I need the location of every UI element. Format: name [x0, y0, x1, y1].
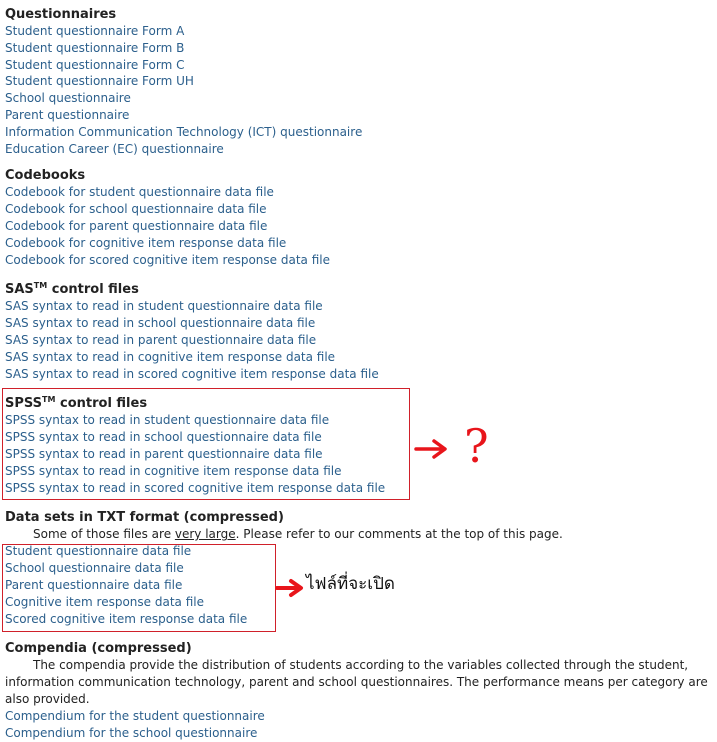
sas-heading-suffix: control files: [47, 282, 139, 298]
questionnaire-link[interactable]: Parent questionnaire: [5, 107, 130, 122]
sas-heading: [5, 281, 715, 298]
questionnaire-link[interactable]: School questionnaire: [5, 91, 131, 106]
compendium-link[interactable]: Compendium for the student questionnaire: [5, 709, 265, 724]
note-text: Some of those files are: [33, 527, 175, 542]
spss-syntax-link[interactable]: SPSS syntax to read in school questionnaire data file: [5, 430, 322, 445]
spss-highlight-box: [2, 388, 410, 500]
very-large-text: very large: [174, 527, 236, 542]
txt-files-highlight-box: [2, 544, 276, 632]
spss-syntax-link[interactable]: SPSS syntax to read in student questionnaire data file: [5, 413, 330, 428]
sas-syntax-link[interactable]: SAS syntax to read in parent questionnaire data file: [5, 332, 317, 347]
questionnaire-link[interactable]: Student questionnaire Form UH: [5, 74, 194, 89]
trademark-sup: TM: [33, 281, 48, 291]
data-file-link[interactable]: Scored cognitive item response data file: [5, 611, 248, 626]
spss-syntax-link[interactable]: SPSS syntax to read in parent questionnaire data file: [5, 446, 323, 461]
arrow-right-icon: [275, 578, 305, 598]
questionnaire-link[interactable]: Information Communication Technology (ICT) questionnaire: [5, 124, 363, 139]
questionnaires-heading: Questionnaires: [5, 7, 117, 22]
data-file-link[interactable]: Parent questionnaire data file: [5, 577, 183, 592]
sas-syntax-link[interactable]: SAS syntax to read in student questionnaire data file: [5, 299, 323, 314]
arrow-right-icon: [414, 438, 448, 460]
codebook-link[interactable]: Codebook for parent questionnaire data file: [5, 218, 268, 233]
sas-syntax-link[interactable]: SAS syntax to read in school questionnaire data file: [5, 316, 316, 331]
questionnaire-link[interactable]: Student questionnaire Form A: [5, 24, 185, 38]
questionnaire-link[interactable]: Student questionnaire Form B: [5, 40, 185, 55]
codebook-link[interactable]: Codebook for school questionnaire data file: [5, 202, 267, 217]
codebooks-heading: Codebooks: [5, 168, 86, 184]
compendium-link[interactable]: Compendium for the school questionnaire: [5, 726, 258, 741]
sas-syntax-link[interactable]: SAS syntax to read in cognitive item response data file: [5, 349, 336, 364]
questionnaire-link[interactable]: Student questionnaire Form C: [5, 57, 185, 72]
codebooks-section: [5, 167, 715, 268]
questionnaires-section: [5, 6, 715, 157]
spacer: [5, 268, 715, 281]
question-mark-annotation: ?: [464, 419, 489, 473]
trademark-sup: TM: [42, 395, 56, 405]
compendia-description: The compendia provide the distribution of students according to the variables collected through the student, information communication technology, parent and school questionnaires. The performance means per category are also provided.: [5, 658, 708, 707]
spacer: [5, 157, 715, 167]
thai-label-annotation: ไฟล์ที่จะเปิด: [306, 574, 395, 594]
spss-syntax-link[interactable]: SPSS syntax to read in cognitive item response data file: [5, 463, 342, 478]
txt-datasets-heading: Data sets in TXT format (compressed): [5, 510, 284, 526]
sas-syntax-link[interactable]: SAS syntax to read in scored cognitive item response data file: [5, 366, 379, 381]
note-text: . Please refer to our comments at the top of this page.: [235, 527, 563, 542]
codebook-link[interactable]: Codebook for scored cognitive item response data file: [5, 252, 330, 267]
questionnaire-link[interactable]: Education Career (EC) questionnaire: [5, 141, 224, 156]
sas-heading-prefix: SAS: [5, 282, 34, 298]
sas-section: [5, 281, 715, 382]
codebook-link[interactable]: Codebook for student questionnaire data file: [5, 185, 274, 200]
compendia-section: [5, 640, 715, 742]
large-files-note: [5, 526, 715, 543]
spss-syntax-link[interactable]: SPSS syntax to read in scored cognitive item response data file: [5, 480, 386, 495]
compendia-heading: Compendia (compressed): [5, 641, 192, 657]
spss-heading-prefix: SPSS: [5, 396, 43, 412]
spss-heading-suffix: control files: [55, 396, 148, 412]
data-file-link[interactable]: Cognitive item response data file: [5, 594, 204, 609]
codebook-link[interactable]: Codebook for cognitive item response data file: [5, 235, 287, 250]
data-file-link[interactable]: School questionnaire data file: [5, 561, 184, 576]
data-file-link[interactable]: Student questionnaire data file: [5, 544, 192, 559]
